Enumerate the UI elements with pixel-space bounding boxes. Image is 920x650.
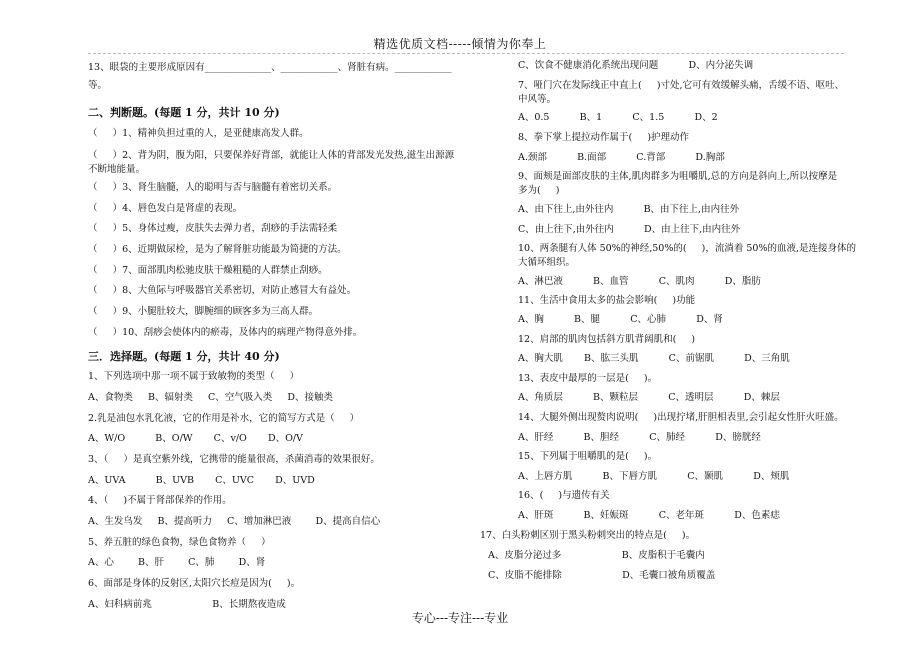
choice-6: 6、面部是身体的反射区,太阳穴长痘是因为( )。 [88, 578, 301, 589]
choice-17-options-ab: A、皮脂分泌过多 B、皮脂积于毛囊内 [488, 550, 705, 561]
choice-14: 14、大腿外侧出现赘肉说明( )出现拧堵,肝胆相表里,会引起女性肝火旺盛。 [518, 412, 844, 423]
choice-14-options: A、肝经 B、胆经 C、肺经 D、膀胱经 [518, 432, 761, 443]
judgment-9: （ ）9、小腿肚较大，脚腕细的顾客多为三高人群。 [88, 306, 319, 317]
judgment-5: （ ）5、身体过瘦，皮肤失去弹力者，刮痧的手法需轻柔 [88, 223, 338, 234]
choice-13: 13、表皮中最厚的一层是( )。 [518, 373, 658, 384]
choice-4-options: A、生发乌发 B、提高听力 C、增加淋巴液 D、提高自信心 [88, 516, 381, 527]
choice-8-options: A.颈部 B.面部 C.背部 D.胸部 [518, 152, 725, 163]
choice-5-options: A、心 B、肝 C、肺 D、肾 [88, 557, 266, 568]
choice-6-options-ab: A、妇科病前兆 B、长期熬夜造成 [88, 599, 286, 610]
page-footer: 专心---专注---专业 [411, 611, 509, 625]
choice-5: 5、养五脏的绿色食物，绿色食物养（ ） [88, 537, 271, 548]
page-header: 精选优质文档-----倾情为你奉上 [373, 37, 547, 51]
judgment-7: （ ）7、面部肌肉松驰皮肤干燥粗糙的人群禁止刮痧。 [88, 265, 328, 276]
choice-9-cont: 多为( ) [518, 185, 560, 196]
judgment-4: （ ）4、唇色发白是肾虚的表现。 [88, 203, 243, 214]
choice-9-options-cd: C、由上往下,由外往内 D、由上往下,由内往外 [518, 224, 741, 235]
judgment-2: （ ）2、背为阴，腹为阳，只要保养好背部，就能让人体的背部发光发热,滋生出源源 [88, 150, 455, 161]
choice-13-options: A、角质层 B、颗粒层 C、透明层 D、棘层 [518, 392, 780, 403]
choice-9: 9、面颊是面部皮肤的主体,肌肉群多为咀嚼肌,总的方向是斜向上,所以按摩是 [518, 171, 838, 182]
choice-15-options: A、上唇方肌 B、下唇方肌 C、颞肌 D、颊肌 [518, 471, 790, 482]
choice-17-options-cd: C、皮脂不能排除 D、毛囊口被角质覆盖 [488, 570, 716, 581]
judgment-1: （ ）1、精神负担过重的人，是亚健康高发人群。 [88, 128, 309, 139]
choice-15: 15、下列属于咀嚼肌的是( )。 [518, 451, 658, 462]
question-13: 13、眼袋的主要形成原因有______________、____________、肾脏有病。____________ [88, 62, 452, 73]
choice-7-options: A、0.5 B、1 C、1.5 D、2 [518, 112, 718, 123]
choice-2: 2.乳是油包水乳化液，它的作用是补水，它的简写方式是（ ） [88, 413, 360, 424]
judgment-10: （ ）10、刮痧会使体内的瘀毒，及体内的病理产物得意外排。 [88, 327, 363, 338]
choice-12: 12、肩部的肌肉包括斜方肌背阔肌和( ) [518, 334, 696, 345]
choice-2-options: A、W/O B、O/W C、v/O D、O/V [88, 433, 303, 444]
question-13-end: 等。 [88, 80, 108, 91]
choice-10-cont: 大循环组织。 [518, 257, 576, 268]
choice-12-options: A、胸大肌 B、肱三头肌 C、前锯肌 D、三角肌 [518, 353, 790, 364]
choice-10-options: A、淋巴液 B、血管 C、肌肉 D、脂肪 [518, 276, 761, 287]
judgment-2-cont: 不断地能量。 [88, 164, 146, 175]
choice-7-cont: 中风等。 [518, 94, 557, 105]
choice-11: 11、生活中食用太多的盐会影响( )功能 [518, 295, 696, 306]
section-choice-title: 三．选择题。(每题 1 分，共计 40 分) [88, 350, 280, 363]
header-divider [88, 53, 844, 54]
choice-3: 3、（ ）是真空紫外线，它携带的能量很高，杀菌消毒的效果很好。 [88, 454, 380, 465]
choice-1-options: A、食物类 B、辐射类 C、空气吸入类 D、接触类 [88, 392, 334, 403]
choice-1: 1、下列选项中那一项不属于致敏物的类型（ ） [88, 371, 300, 382]
choice-4: 4、（ )不属于肾部保养的作用。 [88, 495, 232, 506]
choice-16-options: A、肝斑 B、妊娠斑 C、老年斑 D、色素痣 [518, 510, 780, 521]
choice-6-options-cd: C、饮食不健康消化系统出现问题 D、内分泌失调 [518, 60, 754, 71]
choice-3-options: A、UVA B、UVB C、UVC D、UVD [88, 475, 315, 486]
judgment-6: （ ）6、近期做尿检，是为了解肾脏功能最为简捷的方法。 [88, 244, 347, 255]
choice-11-options: A、胸 B、腿 C、心肺 D、肾 [518, 314, 723, 325]
section-judgment-title: 二、判断题。(每题 1 分，共计 10 分) [88, 106, 280, 119]
choice-8: 8、拳下掌上提拉动作属于( )护理动作 [518, 132, 690, 143]
choice-7: 7、哑门穴在发际线正中直上( )寸处,它可有效缓解头痛，舌缓不语、呕吐、 [518, 80, 845, 91]
choice-16: 16、( )与遗传有关 [518, 490, 610, 501]
choice-17: 17、白头粉刺区别于黑头粉刺突出的特点是( )。 [480, 530, 696, 541]
choice-10: 10、两条腿有人体 50%的神经,50%的( )，流淌着 50%的血液,是连接身体的 [518, 243, 857, 254]
judgment-8: （ ）8、大鱼际与呼吸器官关系密切，对防止感冒大有益处。 [88, 285, 357, 296]
judgment-3: （ ）3、肾生脑髓，人的聪明与否与脑髓有着密切关系。 [88, 182, 338, 193]
choice-9-options-ab: A、由下往上,由外往内 B、由下往上,由内往外 [518, 204, 740, 215]
